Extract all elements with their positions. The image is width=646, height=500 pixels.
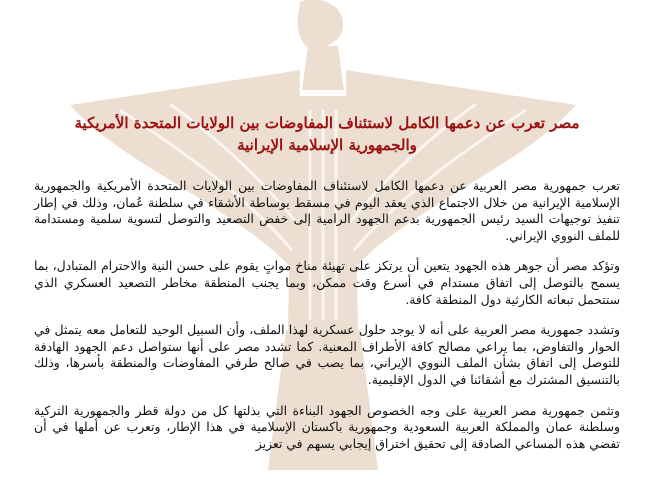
title-line-2: والجمهورية الإسلامية الإيرانية [237, 136, 417, 154]
paragraph-4: وتثمن جمهورية مصر العربية على وجه الخصوص الجهود البناءة التي بذلتها كل من دولة قطر والجمهورية التركية وسلطنة عمان والمملكة العربية السعودية وجمهورية باكستان الإسلامية في هذا الإطار، وتعرب عن أملها في أن تفضي هذه المساعي الصادقة إلى تحقيق اختراق إيجابي يسهم في تعزيز [34, 402, 620, 451]
paragraph-3: وتشدد جمهورية مصر العربية على أنه لا يوجد حلول عسكرية لهذا الملف، وأن السبيل الوحيد للتعامل معه يتمثل في الحوار والتفاوض، بما يراعي مصالح كافة الأطراف المعنية. كما تشدد مصر على أنها ستواصل دعم الجهود الهادفة للتوصل إلى اتفاق بشأن الملف النووي الإيراني، بما يصب في صالح طرفي المفاوضات والمنطقة بأسرها، وذلك بالتنسيق المشترك مع أشقائنا في الدول الإقليمية. [34, 322, 620, 387]
statement-body [34, 178, 620, 452]
paragraph-1: تعرب جمهورية مصر العربية عن دعمها الكامل لاستئناف المفاوضات بين الولايات المتحدة الأمريكية والجمهورية الإسلامية الإيرانية من خلال الاجتماع الذي يعقد اليوم في مسقط بوساطة الأشقاء في سلطنة عُمان، وذلك في إطار تنفيذ توجيهات السيد رئيس الجمهورية بدعم الجهود الرامية إلى خفض التصعيد والتوصل لتسوية سلمية ومستدامة للملف النووي الإيراني. [34, 178, 620, 243]
title-line-1: مصر تعرب عن دعمها الكامل لاستئناف المفاوضات بين الولايات المتحدة الأمريكية [74, 114, 580, 132]
paragraph-2: وتؤكد مصر أن جوهر هذه الجهود يتعين أن يرتكز على تهيئة مناخ مواتٍ يقوم على حسن النية والاحترام المتبادل، بما يسمح بالتوصل إلى اتفاق مستدام في أسرع وقت ممكن، وبما يجنب المنطقة مخاطر التصعيد العسكري الذي ستتحمل تبعاته الكارثية دول المنطقة كافة. [34, 258, 620, 307]
statement-title [34, 112, 620, 156]
statement-document [34, 112, 620, 466]
